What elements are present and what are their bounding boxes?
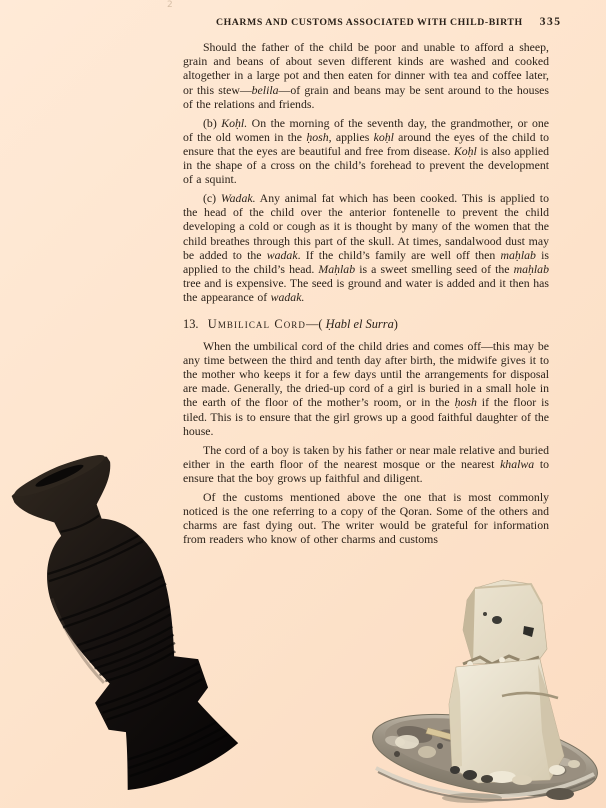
running-header-title: CHARMS AND CUSTOMS ASSOCIATED WITH CHILD-BIRTH [216,17,523,28]
cord-block [449,580,564,783]
paragraph-customs-dying-out: Of the customs mentioned above the one that is most commonly noticed is the one referring to a copy of the Qoran. Some of the others and charms are fast dying out. The writer would be grateful for information from readers who know of other charms and customs [183,489,549,547]
paragraph-belila-stew: Should the father of the child be poor and unable to afford a sheep, grain and beans of about seven different kinds are washed and cooked altogether in a large pot and then eaten for dinner with tea and coffee later, or this stew—belila—of grain and beans may be sent around to the houses of the relations and friends. [183,40,549,111]
stray-page-mark: 2 [167,0,173,10]
paragraph-cord-girl: When the umbilical cord of the child dries and comes off—this may be any time between the third and tenth day after birth, the midwife gives it to the mother who keeps it for a few days until the arrangements for disposal are made. Generally, the dried-up cord of a girl is buried in a small hole in the earth of the floor of the mother’s room, or in the ḥosh if the floor is tiled. This is to ensure that the girl grows up a good faithful daughter of the house. [183,338,549,438]
cord-and-dish-photo [352,572,606,808]
section-heading-umbilical-cord: 13. Umbilical Cord—( Ḥabl el Surra) [183,316,398,331]
paragraph-b-kohl: (b) Koḥl. On the morning of the seventh day, the grandmother, or one of the old women in the ḥosh, applies koḥl around the eyes of the child to ensure that the eyes are beautiful and free from disease. Koḥl is also applied in the shape of a cross on the child’s forehead to prevent the development of a squint. [183,115,550,187]
paragraph-cord-boy: The cord of a boy is taken by his father or near male relative and buried either in the earth floor of the nearest mosque or the nearest khalwa to ensure that the boy grows up faithful and diligent. [183,442,549,485]
kohl-pot-shape [4,444,241,797]
kohl-pot-photo [4,438,254,808]
running-header [216,16,562,28]
paragraph-c-wadak: (c) Wadak. Any animal fat which has been cooked. This is applied to the head of the child over the anterior fontenelle to prevent the child developing a cold or cough as it is thought by many of the women that the child breathes through this part of the skull. At times, sandalwood dust may be added to the wadak. If the child’s family are well off then maḥlab is applied to the child’s head. Maḥlab is a sweet smelling seed of the maḥlab tree and is expensive. The seed is ground and water is added and it then has the appearance of wadak. [183,191,550,305]
page-number: 335 [539,16,562,28]
